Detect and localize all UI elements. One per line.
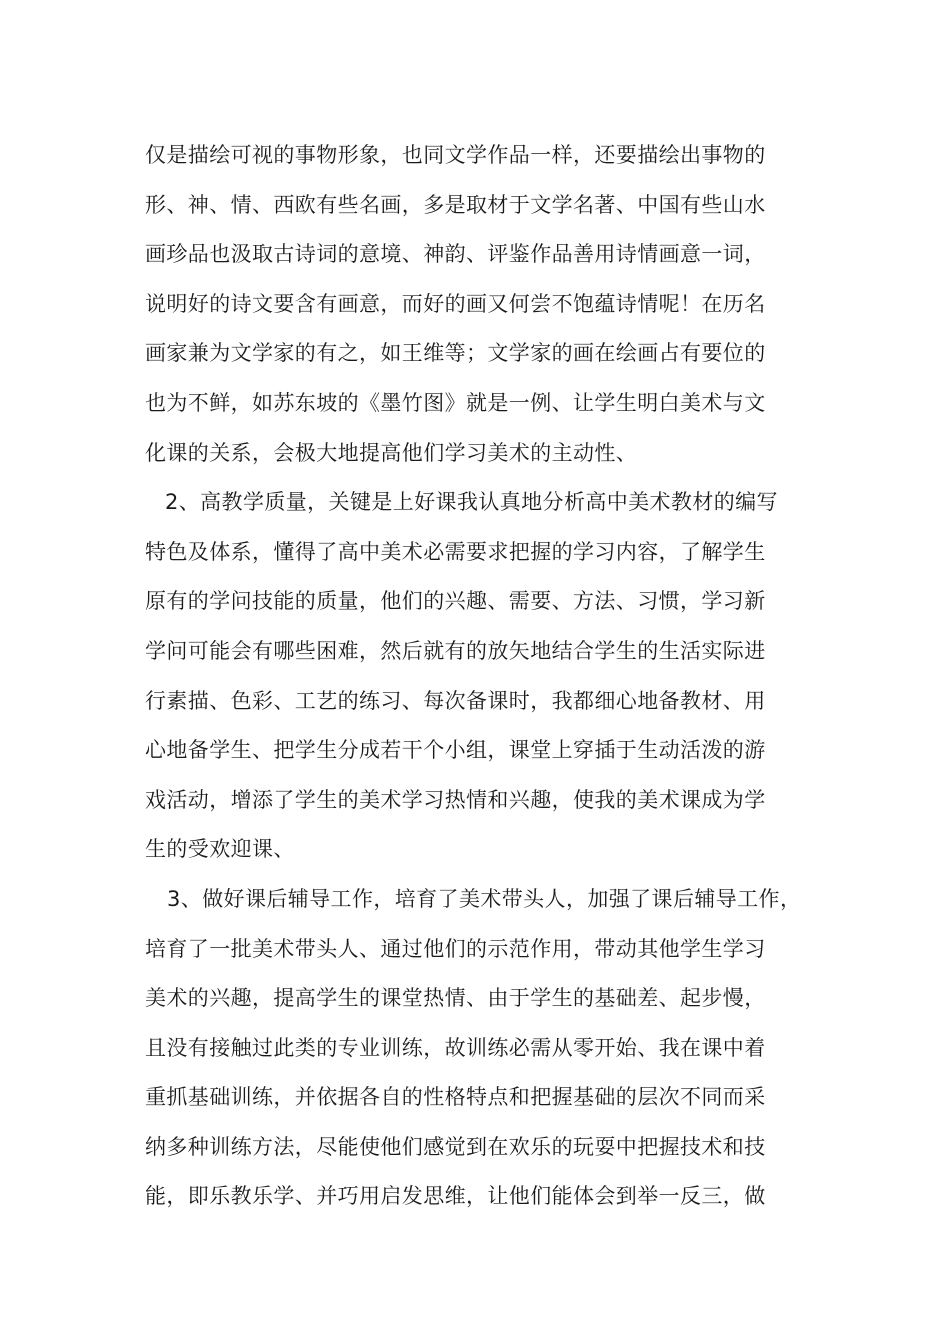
text-line: 仅是描绘可视的事物形象，也同文学作品一样，还要描绘出事物的 <box>145 143 766 167</box>
text-line: 美术的兴趣，提高学生的课堂热情、由于学生的基础差、起步慢， <box>145 986 766 1011</box>
text-line: 也为不鲜，如苏东坡的《墨竹图》就是一例、让学生明白美术与文 <box>145 390 766 415</box>
text-line: 学问可能会有哪些困难，然后就有的放矢地结合学生的生活实际进 <box>145 638 766 663</box>
text-line: 原有的学问技能的质量，他们的兴趣、需要、方法、习惯，学习新 <box>145 589 766 614</box>
text-line: 特色及体系，懂得了高中美术必需要求把握的学习内容，了解学生 <box>145 539 766 564</box>
text-line: 重抓基础训练，并依据各自的性格特点和把握基础的层次不同而采 <box>145 1085 766 1110</box>
body-text <box>145 131 815 1222</box>
text-line: 画家兼为文学家的有之，如王维等；文学家的画在绘画占有要位的 <box>145 341 766 366</box>
text-line: 且没有接触过此类的专业训练，故训练必需从零开始、我在课中着 <box>145 1035 766 1060</box>
text-line: 化课的关系，会极大地提高他们学习美术的主动性、 <box>145 440 638 465</box>
text-line: 画珍品也汲取古诗词的意境、神韵、评鉴作品善用诗情画意一词， <box>145 242 766 267</box>
text-line: 说明好的诗文要含有画意，而好的画又何尝不饱蕴诗情呢！在历名 <box>145 291 766 316</box>
text-line: 2、高教学质量，关键是上好课我认真地分析高中美术教材的编写 <box>165 490 778 515</box>
text-line: 生的受欢迎课、 <box>145 837 295 862</box>
text-line: 纳多种训练方法，尽能使他们感觉到在欢乐的玩耍中把握技术和技 <box>145 1134 766 1159</box>
text-line: 3、做好课后辅导工作，培育了美术带头人，加强了课后辅导工作， <box>167 886 802 911</box>
text-line: 戏活动，增添了学生的美术学习热情和兴趣，使我的美术课成为学 <box>145 787 766 812</box>
text-line: 培育了一批美术带头人、通过他们的示范作用，带动其他学生学习 <box>145 936 766 961</box>
text-line: 形、神、情、西欧有些名画，多是取材于文学名著、中国有些山水 <box>145 192 766 217</box>
text-line: 行素描、色彩、工艺的练习、每次备课时，我都细心地备教材、用 <box>145 688 766 713</box>
text-line: 能，即乐教乐学、并巧用启发思维，让他们能体会到举一反三，做 <box>145 1184 766 1209</box>
text-line: 心地备学生、把学生分成若干个小组，课堂上穿插于生动活泼的游 <box>145 738 766 763</box>
